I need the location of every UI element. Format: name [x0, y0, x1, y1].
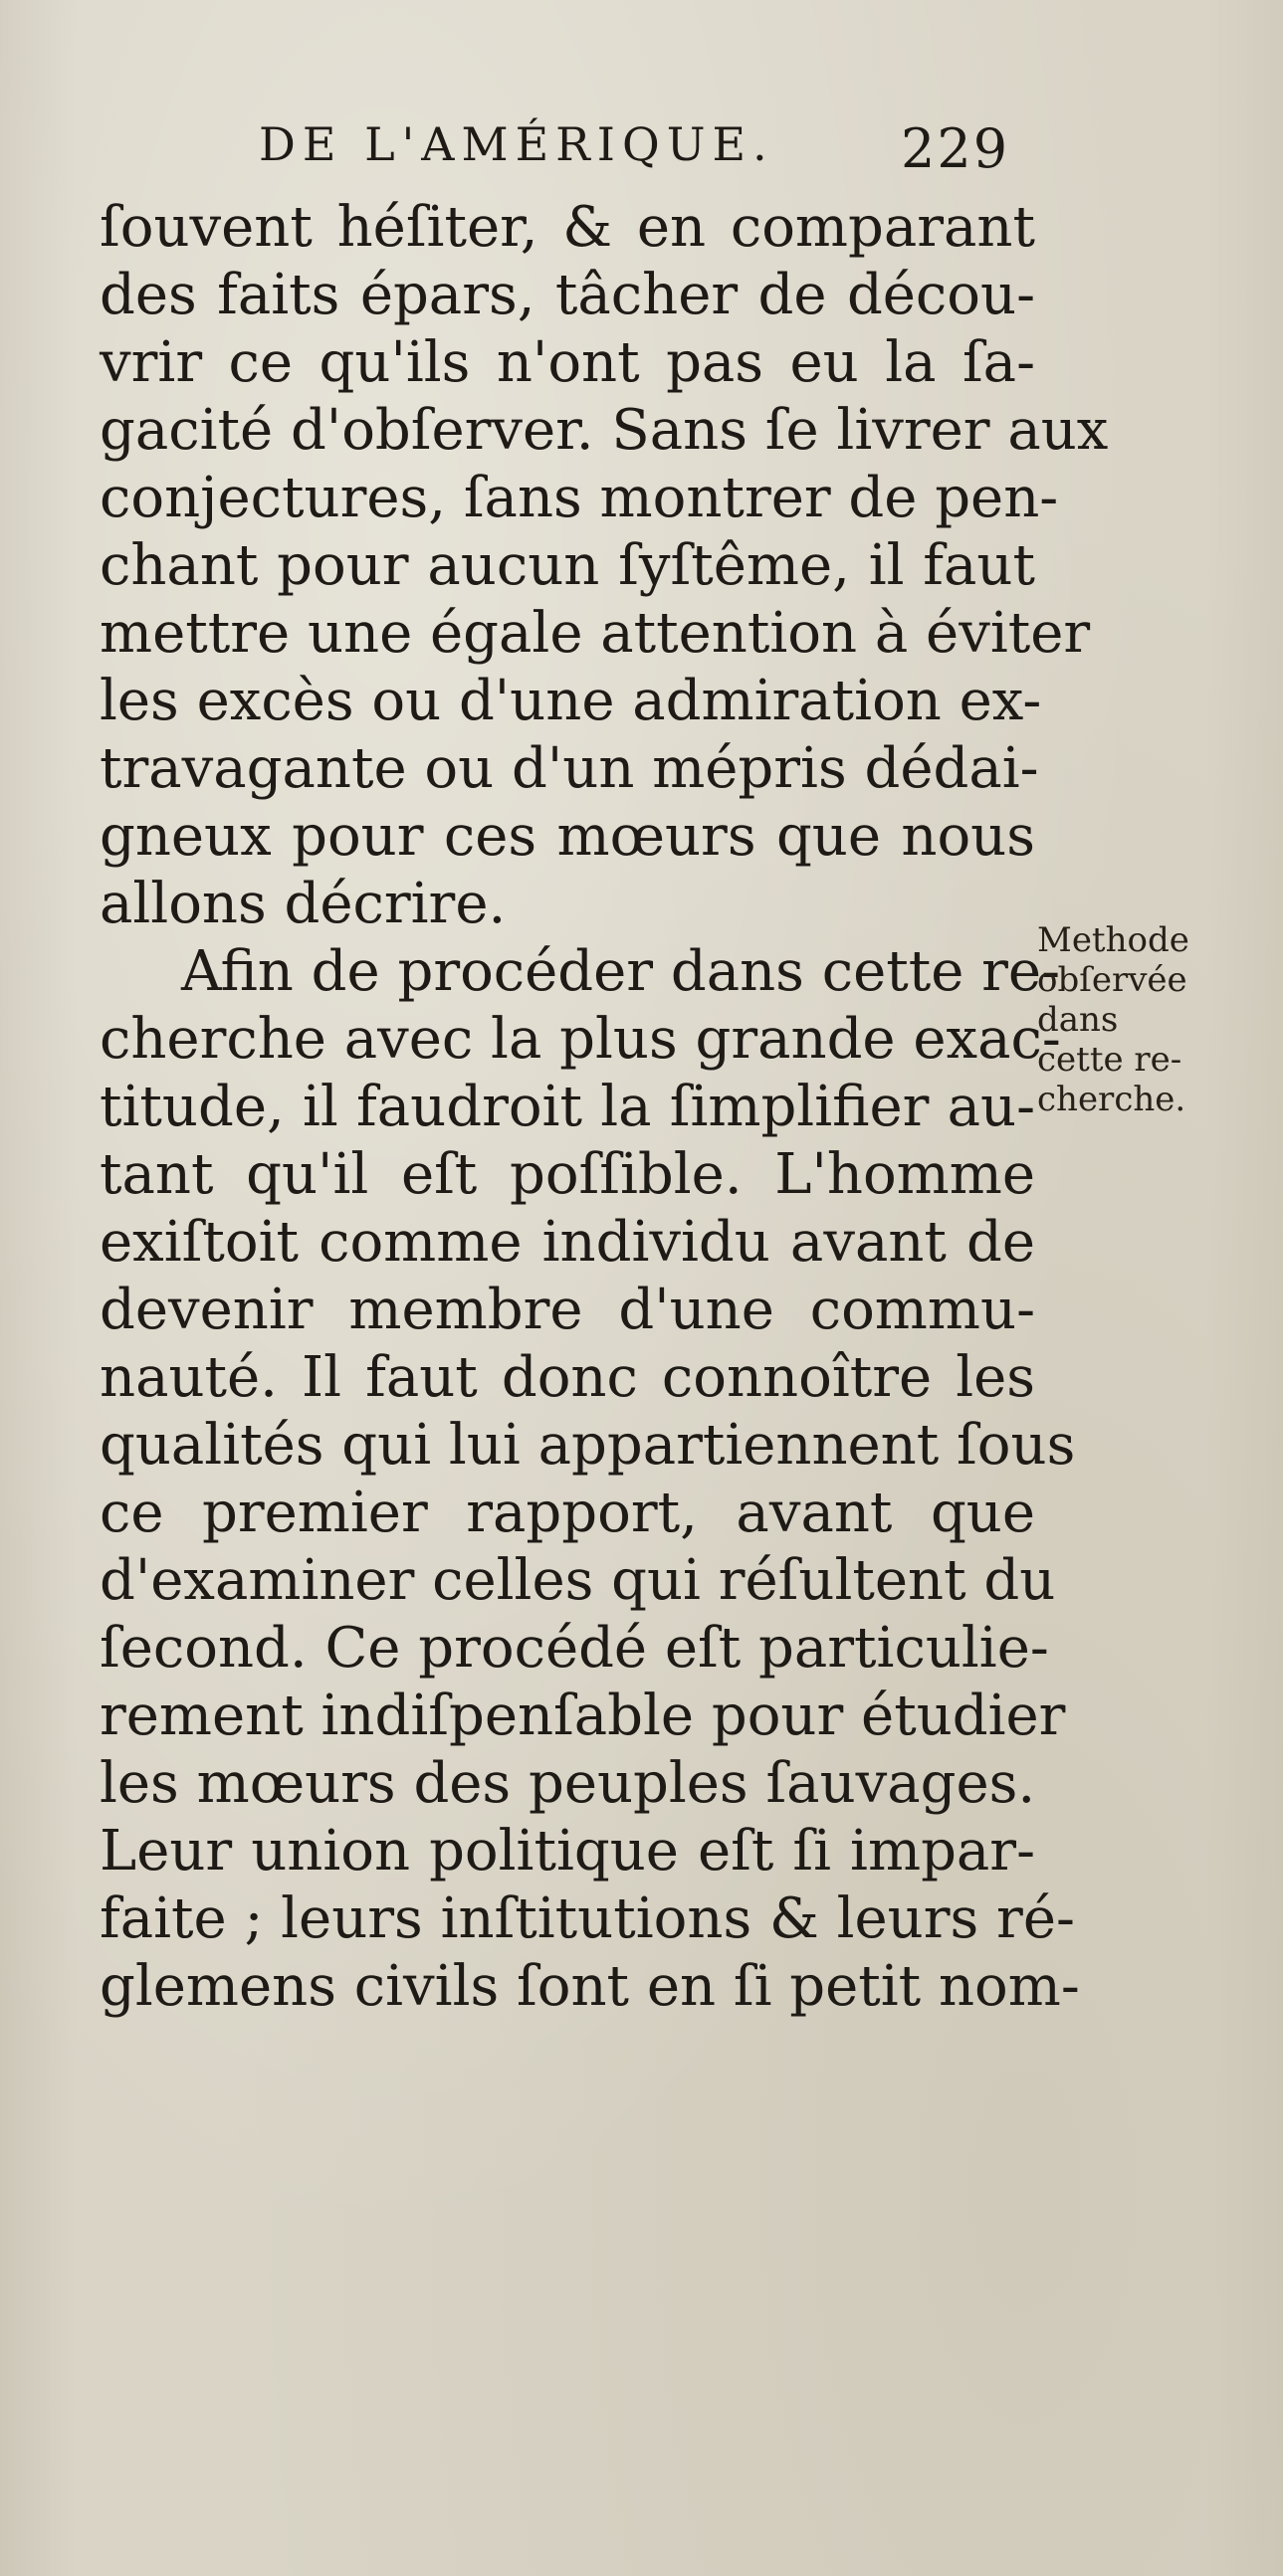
text-line: conjectures, ſans montrer de pen- [100, 466, 1059, 530]
margin-note-line: cette re- [1037, 1040, 1182, 1080]
text-line: allons décrire. [100, 872, 507, 936]
text-line: faite ; leurs inſtitutions & leurs ré- [100, 1886, 1075, 1951]
text-line: gneux pour ces mœurs que nous [100, 804, 1035, 869]
text-line: vrir ce qu'ils n'ont pas eu la ſa- [100, 330, 1035, 395]
text-line: d'examiner celles qui réſultent du [100, 1548, 1056, 1613]
margin-note-line: cherche. [1037, 1080, 1186, 1119]
margin-note-line: obſervée [1037, 960, 1187, 1000]
margin-note [1037, 920, 1281, 1119]
text-line: devenir membre d'une commu- [100, 1278, 1035, 1342]
text-line: travagante ou d'un mépris dédai- [100, 736, 1039, 801]
text-line: les excès ou d'une admiration ex- [100, 669, 1042, 733]
page-number: 229 [901, 117, 1010, 180]
text-line: ce premier rapport, avant que [100, 1481, 1035, 1545]
text-line: Leur union politique eſt ſi impar- [100, 1819, 1035, 1883]
text-line: gacité d'obſerver. Sans ſe livrer aux [100, 398, 1109, 463]
body-text [100, 194, 1109, 2021]
text-line: exiſtoit comme individu avant de [100, 1210, 1035, 1275]
margin-note-line: dans [1037, 1000, 1119, 1040]
text-line: ſouvent héſiter, & en comparant [100, 195, 1035, 260]
margin-note-line: Methode [1037, 920, 1189, 960]
text-line: ſecond. Ce procédé eſt particulie- [100, 1616, 1049, 1681]
text-line: cherche avec la plus grande exac- [100, 1007, 1061, 1072]
paragraph-start-line: Afin de procéder dans cette re- [181, 939, 1060, 1004]
text-line: les mœurs des peuples ſauvages. [100, 1751, 1036, 1816]
text-line: rement indiſpenſable pour étudier [100, 1684, 1066, 1748]
text-line: glemens civils ſont en ſi petit nom- [100, 1954, 1080, 2019]
text-line: qualités qui lui appartiennent ſous [100, 1413, 1076, 1478]
page-header [259, 117, 1035, 187]
running-title: DE L'AMÉRIQUE. [259, 117, 774, 171]
text-line: des faits épars, tâcher de décou- [100, 263, 1035, 327]
text-line: tant qu'il eſt poſſible. L'homme [100, 1142, 1035, 1207]
text-line: titude, il faudroit la ſimplifier au- [100, 1075, 1035, 1139]
text-line: nauté. Il faut donc connoître les [100, 1345, 1035, 1410]
text-line: chant pour aucun ſyſtême, il faut [100, 533, 1035, 598]
text-line: mettre une égale attention à éviter [100, 601, 1091, 666]
